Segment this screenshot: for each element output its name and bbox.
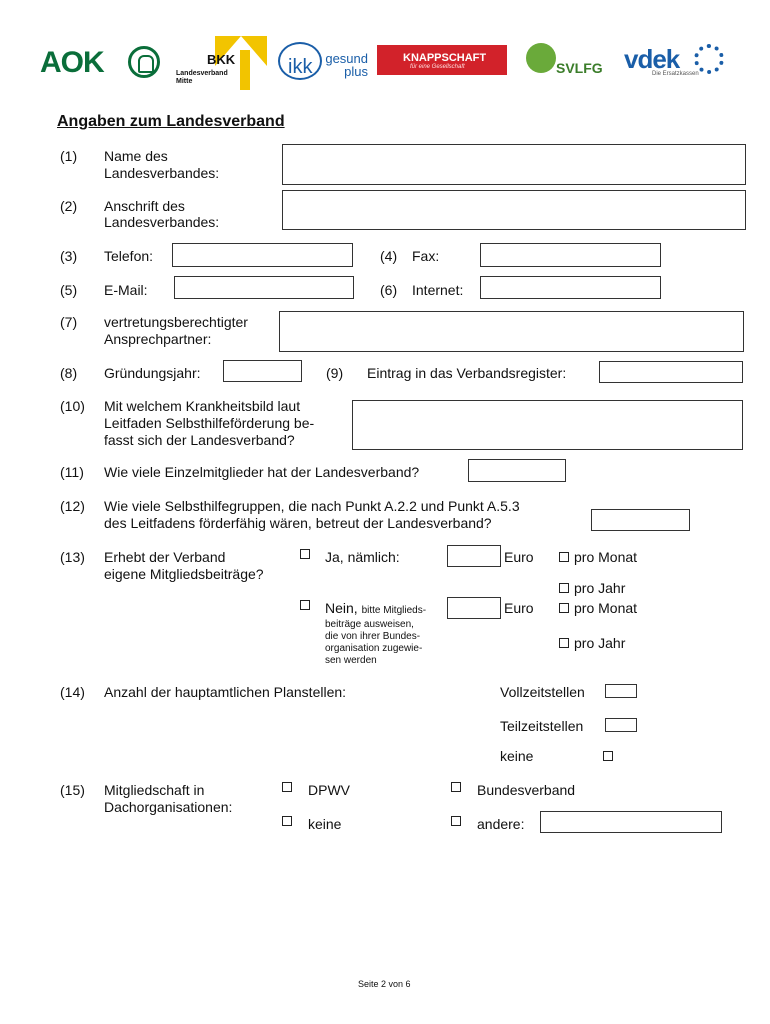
field-label: Erhebt der Verband — [104, 549, 226, 565]
field-label: eigene Mitgliedsbeiträge? — [104, 566, 264, 582]
per-month-label: pro Monat — [574, 600, 638, 616]
field-number: (4) — [380, 248, 398, 264]
dpwv-checkbox[interactable] — [282, 782, 292, 792]
fee-no-yearly-checkbox[interactable] — [559, 638, 569, 648]
field-number: (1) — [60, 148, 78, 164]
field-number: (6) — [380, 282, 398, 298]
fax-field[interactable] — [480, 243, 661, 267]
fee-no-word: Nein, — [325, 600, 358, 616]
aok-wordmark: AOK — [40, 46, 104, 79]
field-number: (12) — [60, 498, 85, 514]
individual-members-field[interactable] — [468, 459, 566, 482]
ikk-subtitle: gesund plus — [325, 51, 368, 79]
field-label: Telefon: — [104, 248, 154, 264]
field-label: Ansprechpartner: — [104, 331, 212, 347]
field-label: Fax: — [412, 248, 440, 264]
no-staff-checkbox[interactable] — [603, 751, 613, 761]
part-time-label: Teilzeitstellen — [500, 718, 584, 734]
bkk-subtitle: Landesverband Mitte — [176, 70, 228, 85]
field-label: Anschrift des — [104, 198, 185, 214]
vdek-subtitle: Die Ersatzkassen — [652, 71, 699, 77]
fee-yes-yearly-checkbox[interactable] — [559, 583, 569, 593]
full-time-label: Vollzeitstellen — [500, 684, 585, 700]
fee-no-monthly-checkbox[interactable] — [559, 603, 569, 613]
field-label: vertretungsberechtigter — [104, 314, 248, 330]
fee-no-note: sen werden — [325, 655, 377, 666]
contact-person-field[interactable] — [279, 311, 744, 352]
fee-yes-label: Ja, nämlich: — [325, 549, 400, 565]
fee-no-amount-field[interactable] — [447, 597, 501, 619]
none-label: keine — [500, 748, 534, 764]
field-label: Mit welchem Krankheitsbild laut — [104, 398, 301, 414]
field-label: Landesverbandes: — [104, 165, 220, 181]
page-title: Angaben zum Landesverband — [57, 113, 285, 130]
vdek-ring-icon — [694, 44, 724, 74]
fee-yes-checkbox[interactable] — [300, 549, 310, 559]
field-number: (11) — [60, 464, 84, 480]
field-label: Mitgliedschaft in — [104, 782, 205, 798]
knappschaft-subtitle: für eine Gesellschaft — [410, 64, 465, 70]
field-number: (5) — [60, 282, 78, 298]
bkk-wordmark: BKK — [207, 52, 236, 67]
bkk-bar-icon — [240, 50, 250, 90]
self-help-groups-field[interactable] — [591, 509, 690, 531]
tree-icon — [526, 43, 556, 73]
fee-no-label — [325, 600, 426, 617]
currency-label: Euro — [504, 549, 534, 565]
ikk-wordmark: ikk — [288, 56, 313, 78]
other-umbrella-checkbox[interactable] — [451, 816, 461, 826]
vdek-wordmark: vdek — [624, 44, 680, 74]
fee-no-note: die von ihrer Bundes- — [325, 631, 421, 642]
fee-no-checkbox[interactable] — [300, 600, 310, 610]
fee-no-note: organisation zugewie- — [325, 643, 423, 654]
per-month-label: pro Monat — [574, 549, 638, 565]
field-label: Leitfaden Selbsthilfeförderung be- — [104, 415, 315, 431]
field-number: (3) — [60, 248, 78, 264]
svlfg-wordmark: SVLFG — [556, 60, 603, 76]
knappschaft-wordmark: KNAPPSCHAFT — [377, 45, 507, 75]
fee-yes-amount-field[interactable] — [447, 545, 501, 567]
field-number: (7) — [60, 314, 78, 330]
field-number: (10) — [60, 398, 85, 414]
field-label: Dachorganisationen: — [104, 799, 233, 815]
other-umbrella-field[interactable] — [540, 811, 722, 833]
field-number: (14) — [60, 684, 85, 700]
register-entry-field[interactable] — [599, 361, 743, 383]
page-number: Seite 2 von 6 — [358, 979, 411, 989]
field-label: E-Mail: — [104, 282, 148, 298]
association-name-field[interactable] — [282, 144, 746, 185]
dpwv-label: DPWV — [308, 782, 350, 798]
field-number: (13) — [60, 549, 85, 565]
no-umbrella-label: keine — [308, 816, 342, 832]
field-label: Landesverbandes: — [104, 214, 220, 230]
part-time-field[interactable] — [605, 718, 637, 732]
no-umbrella-checkbox[interactable] — [282, 816, 292, 826]
federal-association-label: Bundesverband — [477, 782, 576, 798]
field-number: (9) — [326, 365, 344, 381]
per-year-label: pro Jahr — [574, 635, 626, 651]
field-label: fasst sich der Landesverband? — [104, 432, 295, 448]
phone-field[interactable] — [172, 243, 353, 267]
federal-association-checkbox[interactable] — [451, 782, 461, 792]
illness-pattern-field[interactable] — [352, 400, 743, 450]
field-label: Gründungsjahr: — [104, 365, 201, 381]
fee-no-note: bitte Mitglieds- — [361, 605, 427, 616]
field-number: (15) — [60, 782, 85, 798]
fee-no-note: beiträge ausweisen, — [325, 619, 414, 630]
field-label: Anzahl der hauptamtlichen Planstellen: — [104, 684, 347, 700]
founding-year-field[interactable] — [223, 360, 302, 382]
other-umbrella-label: andere: — [477, 816, 525, 832]
field-label: Eintrag in das Verbandsregister: — [367, 365, 567, 381]
fee-yes-monthly-checkbox[interactable] — [559, 552, 569, 562]
association-address-field[interactable] — [282, 190, 746, 230]
field-label: des Leitfadens förderfähig wären, betreut der Landesverband? — [104, 515, 492, 531]
field-label: Wie viele Einzelmitglieder hat der Landesverband? — [104, 464, 420, 480]
email-field[interactable] — [174, 276, 354, 299]
aok-seal-icon — [128, 46, 160, 78]
field-label: Name des — [104, 148, 168, 164]
field-number: (2) — [60, 198, 78, 214]
full-time-field[interactable] — [605, 684, 637, 698]
per-year-label: pro Jahr — [574, 580, 626, 596]
field-label: Wie viele Selbsthilfegruppen, die nach Punkt A.2.2 und Punkt A.5.3 — [104, 498, 520, 514]
field-number: (8) — [60, 365, 78, 381]
field-label: Internet: — [412, 282, 464, 298]
internet-field[interactable] — [480, 276, 661, 299]
currency-label: Euro — [504, 600, 534, 616]
